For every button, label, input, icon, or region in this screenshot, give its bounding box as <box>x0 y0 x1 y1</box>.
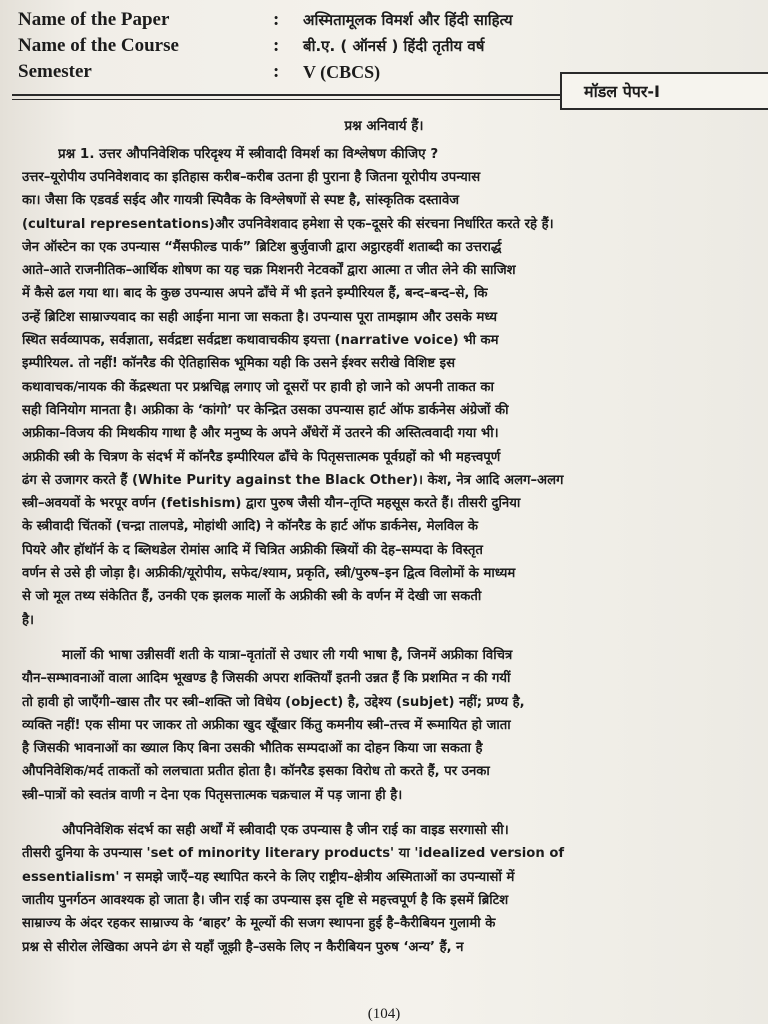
paragraph <box>22 166 762 632</box>
paragraph <box>22 644 762 807</box>
text-line: इम्पीरियल. तो नहीं! कॉनरैड की ऐतिहासिक भूमिका यही कि उसने ईश्वर सरीखे विशिष्ट इस <box>22 356 456 372</box>
text-line: अफ्रीकी स्त्री के चित्रण के संदर्भ में कॉनरैड इम्पीरियल ढाँचे के पितृसत्तात्मक पूर्वग्रहों को भी महत्त्वपूर्ण <box>22 449 501 465</box>
text-line: सही विनियोग मानता है। अफ्रीका के ‘कांगो’ पर केन्द्रित उसका उपन्यास हार्ट ऑफ डार्कनेस अंग्रेजों की <box>22 402 509 418</box>
text-line: उन्हें ब्रिटिश साम्राज्यवाद का सही आईना माना जा सकता है। उपन्यास पूरा तामझाम और उसके मध्य <box>22 309 497 325</box>
text-line: पियरे और हॉथॉर्न के द ब्लिथडेल रोमांस आदि में चित्रित अफ्रीकी स्त्रियों की देह–सम्पदा के विस्तृत <box>22 542 483 558</box>
text-line: जेन ऑस्टेन का एक उपन्यास “मैंसफील्ड पार्क” ब्रिटिश बुर्जुवाजी द्वारा अट्ठारहवीं शताब्दी का उत्तरार्द्ध <box>22 239 502 255</box>
text-line: अफ्रीका–विजय की मिथकीय गाथा है और मनुष्य के अपने अँधेरों में उतरने की अस्तित्ववादी गया भी। <box>22 426 499 442</box>
text-line: का। जैसा कि एडवर्ड सईद और गायत्री स्पिवैक के विश्लेषणों से स्पष्ट है, सांस्कृतिक दस्तावेज <box>22 193 460 209</box>
paper-name-colon: : <box>273 9 280 30</box>
text-line: है। <box>22 612 35 628</box>
text-line: तीसरी दुनिया के उपन्यास 'set of minority literary products' या 'idealized version of <box>22 846 565 862</box>
answer-body <box>22 166 762 959</box>
text-line: जातीय पुनर्गठन आवश्यक हो जाता है। जीन राई का उपन्यास इस दृष्टि से महत्त्वपूर्ण है कि इसमें ब्रिटिश <box>22 892 509 908</box>
text-line: तो हावी हो जाएँगी–खास तौर पर स्त्री–शक्ति जो विधेय (object) है, उद्देश्य (subjet) नहीं; प्रण्य है, <box>22 694 525 710</box>
text-line: यौन–सम्भावनाओं वाला आदिम भूखण्ड है जिसकी अपरा शक्तियाँ इतनी उन्नत हैं कि प्रशमित न की गयीं <box>22 671 511 687</box>
semester-value: V (CBCS) <box>303 61 381 82</box>
text-line: साम्राज्य के अंदर रहकर साम्राज्य के ‘बाहर’ के मूल्यों की सजग स्थापना हुई है–कैरीबियन गुलामी के <box>22 916 496 932</box>
model-paper-label: मॉडल पेपर-I <box>584 82 661 101</box>
question-text: प्रश्न 1. उत्तर औपनिवेशिक परिदृश्य में स्त्रीवादी विमर्श का विश्लेषण कीजिए ? <box>58 146 439 162</box>
text-line: औपनिवेशिक/मर्द ताकतों को ललचाता प्रतीत होता है। कॉनरैड इसका विरोध तो करते हैं, पर उनका <box>22 764 490 780</box>
text-line: उत्तर–यूरोपीय उपनिवेशवाद का इतिहास करीब–करीब उतना ही पुराना है जितना यूरोपीय उपन्यास <box>22 170 481 185</box>
paragraph-gap <box>22 807 762 819</box>
page-number: (104) <box>367 1006 401 1022</box>
text-line: से जो मूल तथ्य संकेतित हैं, उनकी एक झलक मार्लो के अफ्रीकी स्त्री के वर्णन में देखी जा सकती <box>22 589 482 605</box>
text-line: व्यक्ति नहीं! एक सीमा पर जाकर तो अफ्रीका खुद खूँखार किंतु कमनीय स्त्री–तत्त्व में रूमायित हो जाता <box>22 717 511 733</box>
text-line: मार्लो की भाषा उन्नीसवीं शती के यात्रा–वृतांतों से उधार ली गयी भाषा है, जिनमें अफ्रीका विचित्र <box>62 647 513 663</box>
text-line: आते–आते राजनीतिक–आर्थिक शोषण का यह चक्र मिशनरी नेटवर्कों द्वारा आत्मा त जीत लेने की साजिश <box>22 263 516 279</box>
text-line: essentialism' न समझे जाएँ–यह स्थापित करने के लिए राष्ट्रीय–क्षेत्रीय अस्मिताओं का उपन्यासों में <box>22 869 515 885</box>
course-name-value: बी.ए. ( ऑनर्स ) हिंदी तृतीय वर्ष <box>303 37 485 55</box>
header-rule-top <box>12 94 560 96</box>
text-line: स्थित सर्वव्यापक, सर्वज्ञाता, सर्वद्रष्टा सर्वद्रष्टा कथावाचकीय इयत्ता (narrative voice) भी कम <box>22 333 499 349</box>
text-line: में कैसे ढल गया था। बाद के कुछ उपन्यास अपने ढाँचे में भी इतने इम्पीरियल हैं, बन्द–बन्द–से, कि <box>22 286 488 302</box>
model-paper-badge <box>560 72 768 110</box>
text-line: के स्त्रीवादी चिंतकों (चन्द्रा तालपडे, मोहांथी आदि) ने कॉनरैड के हार्ट ऑफ डार्कनेस, मेलविल के <box>22 519 479 535</box>
text-line: स्त्री–अवयवों के भरपूर वर्णन (fetishism) द्वारा पुरुष जैसी यौन–तृप्ति महसूस करते हैं। तीसरी दुनिया <box>22 496 521 512</box>
semester-colon: : <box>273 61 280 82</box>
text-line: ढंग से उजागर करते हैं (White Purity against the Black Other)। केश, नेत्र आदि अलग–अलग <box>22 472 564 488</box>
semester-row <box>18 59 380 85</box>
paper-name-label: Name of the Paper <box>18 9 170 30</box>
paper-name-value: अस्मितामूलक विमर्श और हिंदी साहित्य <box>303 11 513 29</box>
text-line: कथावाचक/नायक की केंद्रस्थता पर प्रश्नचिह्न लगाए जो दूसरों पर हावी हो जाने को अपनी ताकत का <box>22 379 494 395</box>
course-name-colon: : <box>273 35 280 56</box>
semester-label: Semester <box>18 61 92 82</box>
text-line: है जिसकी भावनाओं का ख्याल किए बिना उसकी भौतिक सम्पदाओं का दोहन किया जा सकता है <box>22 741 483 757</box>
paragraph <box>22 819 762 959</box>
instructions-heading: प्रश्न अनिवार्य हैं। <box>344 118 424 134</box>
text-line: स्त्री–पात्रों को स्वतंत्र वाणी न देना एक पितृसत्तात्मक चक्रचाल में पड़ जाना ही है। <box>22 787 403 803</box>
course-name-row <box>18 33 484 59</box>
paragraph-gap <box>22 632 762 644</box>
text-line: वर्णन से उसे ही जोड़ा है। अफ्रीकी/यूरोपीय, सफेद/श्याम, प्रकृति, स्त्री/पुरुष–इन द्वित्व विलोमों के माध्यम <box>22 566 516 582</box>
paper-name-row <box>18 7 513 33</box>
text-line: (cultural representations)और उपनिवेशवाद हमेशा से एक–दूसरे की संरचना निर्धारित करते रहे हैं। <box>22 216 554 232</box>
header-rule-bottom <box>12 99 560 100</box>
course-name-label: Name of the Course <box>18 35 179 56</box>
text-line: प्रश्न से सीरोल लेखिका अपने ढंग से यहाँ जूझी है–उसके लिए न कैरीबियन पुरुष ‘अन्य’ हैं, न <box>22 939 464 955</box>
text-line: औपनिवेशिक संदर्भ का सही अर्थों में स्त्रीवादी एक उपन्यास है जीन राई का वाइड सरगासो सी। <box>62 823 509 839</box>
